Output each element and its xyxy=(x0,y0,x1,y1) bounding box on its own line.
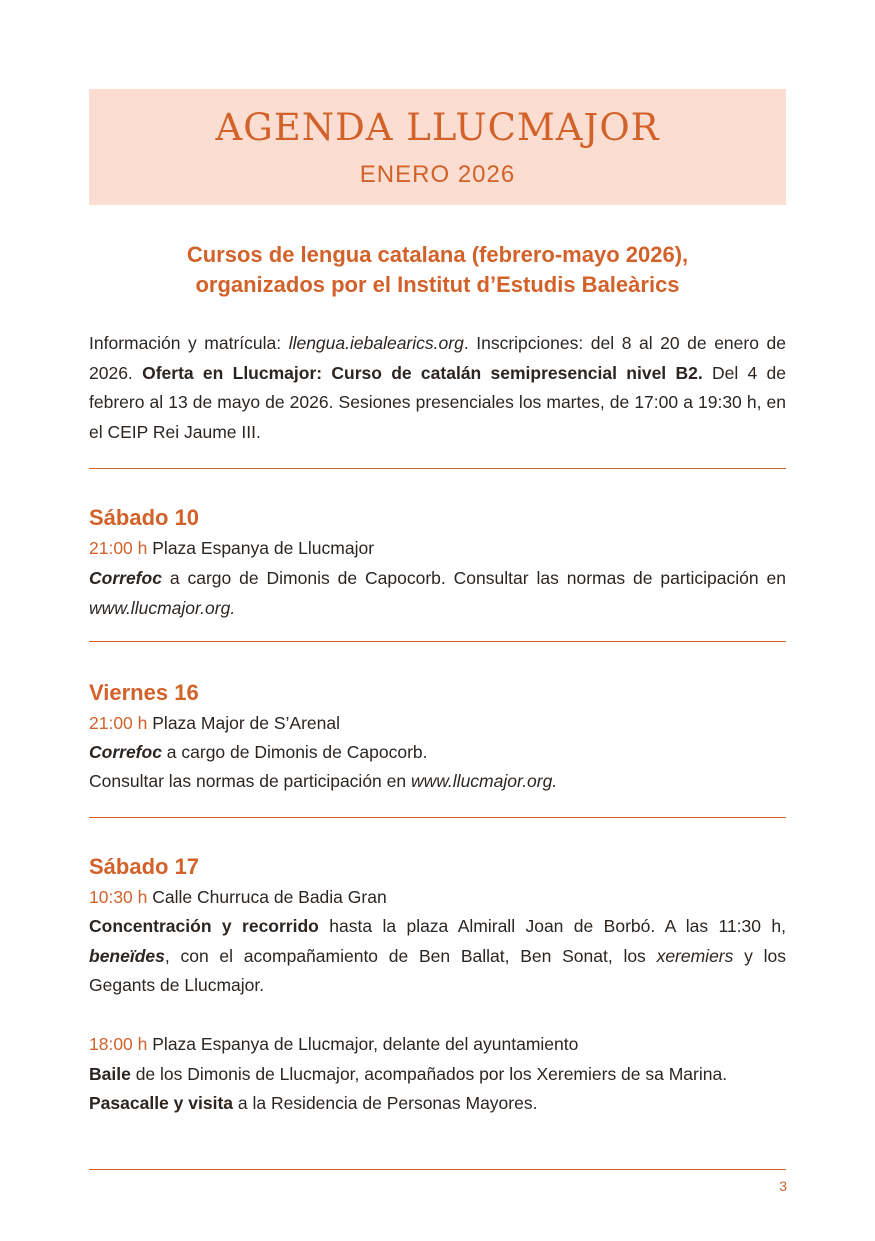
event-activity-italic: beneïdes xyxy=(89,945,165,966)
event-time-place xyxy=(89,709,786,739)
event-activity: Baile xyxy=(89,1064,131,1084)
event-time-place xyxy=(89,1030,786,1060)
event-description-2 xyxy=(89,767,786,797)
event-description xyxy=(89,1060,786,1090)
event-desc: a cargo de Dimonis de Capocorb. Consultar las normas de participación en xyxy=(161,568,786,588)
event-link[interactable]: www.llucmajor.org. xyxy=(410,771,558,791)
divider xyxy=(89,817,786,818)
event-desc: a la Residencia de Personas Mayores. xyxy=(233,1093,538,1113)
info-text: . Inscripciones: del 8 al 20 de enero de 2026. xyxy=(89,333,786,383)
event-activity: Pasacalle y visita xyxy=(89,1093,233,1113)
event-desc: de los Dimonis de Llucmajor, acompañados por los Xeremiers de sa Marina. xyxy=(130,1064,728,1084)
event-time: 21:00 h xyxy=(89,713,148,733)
header-banner xyxy=(89,89,786,205)
divider xyxy=(89,468,786,469)
event-place: Calle Churruca de Badia Gran xyxy=(147,887,387,907)
event-place: Plaza Espanya de Llucmajor, delante del ayuntamiento xyxy=(147,1034,579,1054)
event-desc: hasta la plaza Almirall Joan de Borbó. A las 11:30 h, xyxy=(318,916,786,936)
page-title: AGENDA LLUCMAJOR xyxy=(215,106,660,149)
event-activity: Correfoc xyxy=(89,568,162,588)
course-heading-line2: organizados por el Institut d’Estudis Baleàrics xyxy=(195,272,680,297)
page-subtitle: ENERO 2026 xyxy=(359,161,516,188)
event-activity: Concentración y recorrido xyxy=(89,916,319,936)
course-heading-line1: Cursos de lengua catalana (febrero-mayo 2026), xyxy=(186,242,689,267)
event-desc: y los Gegants de Llucmajor. xyxy=(89,945,786,995)
event-time: 21:00 h xyxy=(89,538,148,558)
info-label: Información y matrícula: xyxy=(89,333,289,353)
event-time-place xyxy=(89,883,786,913)
event-italic-term: xeremiers xyxy=(656,945,734,966)
event-description xyxy=(89,912,786,1001)
day-heading: Sábado 10 xyxy=(89,505,200,530)
course-info xyxy=(89,329,786,447)
event-time: 10:30 h xyxy=(89,887,148,907)
event-desc: a cargo de Dimonis de Capocorb. xyxy=(161,742,428,762)
event-place: Plaza Major de S’Arenal xyxy=(147,713,340,733)
course-heading xyxy=(89,240,786,300)
event-desc: , con el acompañamiento de Ben Ballat, Ben Sonat, los xyxy=(164,945,657,966)
divider xyxy=(89,641,786,642)
event-description xyxy=(89,738,786,768)
event-description xyxy=(89,564,786,623)
event-time: 18:00 h xyxy=(89,1034,148,1054)
day-heading: Sábado 17 xyxy=(89,854,200,879)
event-activity: Correfoc xyxy=(89,742,162,762)
event-desc2: Consultar las normas de participación en xyxy=(89,771,411,791)
day-heading: Viernes 16 xyxy=(89,680,199,705)
offer-text: Del 4 de febrero al 13 de mayo de 2026. Sesiones presenciales los martes, de 17:00 a 19:30 h, en el CEIP Rei Jaume III. xyxy=(89,362,787,442)
event-description xyxy=(89,1089,786,1119)
event-time-place xyxy=(89,534,786,564)
event-link[interactable]: www.llucmajor.org. xyxy=(89,597,236,618)
event-place: Plaza Espanya de Llucmajor xyxy=(147,538,375,558)
footer-divider xyxy=(89,1169,786,1170)
offer-highlight: Oferta en Llucmajor: Curso de catalán semipresencial nivel B2. xyxy=(142,362,703,383)
info-link[interactable]: llengua.iebalearics.org xyxy=(288,333,464,353)
page-number: 3 xyxy=(779,1178,787,1194)
